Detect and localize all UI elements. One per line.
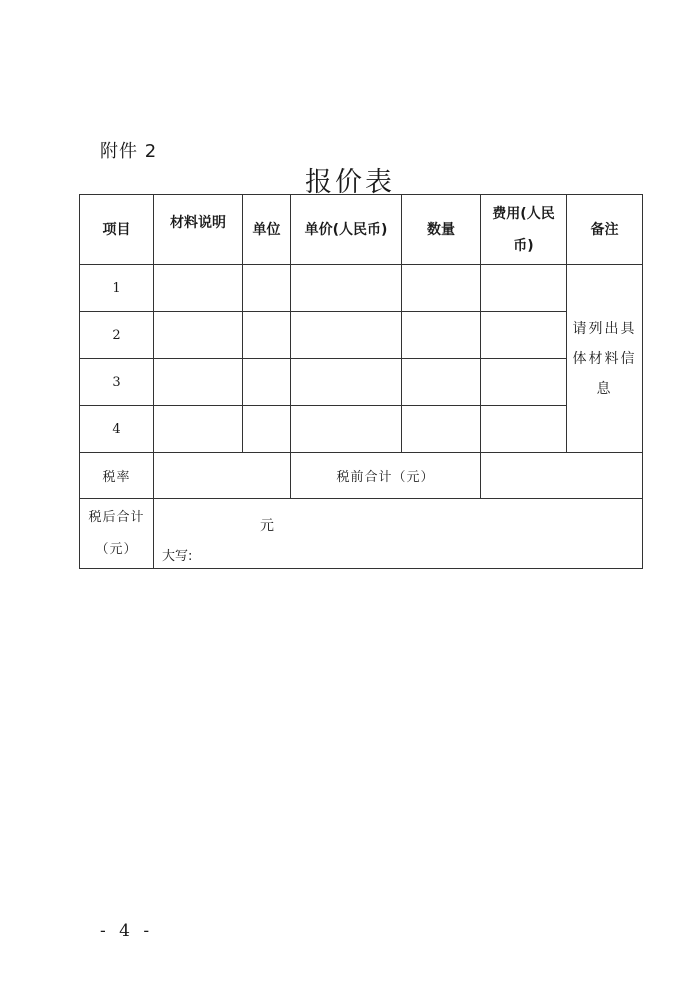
- row-number: 2: [80, 312, 154, 359]
- unit-price-cell: [291, 312, 402, 359]
- material-cell: [154, 359, 243, 406]
- tax-rate-value: [154, 453, 291, 499]
- quantity-cell: [402, 406, 481, 453]
- table-row: [80, 265, 643, 312]
- unit-price-cell: [291, 359, 402, 406]
- tax-row: [80, 453, 643, 499]
- column-header-unit: 单位: [243, 195, 291, 265]
- row-number: 3: [80, 359, 154, 406]
- column-header-unit-price: 单价(人民币): [291, 195, 402, 265]
- cost-cell: [481, 265, 567, 312]
- column-header-material: 材料说明: [154, 195, 243, 265]
- cost-cell: [481, 406, 567, 453]
- table-row: [80, 359, 643, 406]
- material-cell: [154, 406, 243, 453]
- page-number: - 4 -: [100, 921, 154, 941]
- unit-cell: [243, 265, 291, 312]
- unit-cell: [243, 312, 291, 359]
- pretax-total-value: [481, 453, 643, 499]
- aftertax-total-value: [154, 499, 643, 569]
- cost-cell: [481, 312, 567, 359]
- row-number: 1: [80, 265, 154, 312]
- table-row: [80, 312, 643, 359]
- remark-text: 请列出具体材料信息: [572, 320, 637, 397]
- aftertax-total-label: 税后合计（元）: [88, 509, 145, 557]
- column-header-cost: [481, 195, 567, 265]
- tax-rate-label: 税率: [80, 453, 154, 499]
- unit-cell: [243, 406, 291, 453]
- daxie-label: 大写:: [162, 549, 193, 564]
- unit-cell: [243, 359, 291, 406]
- table-header-row: [80, 195, 643, 265]
- total-row: [80, 499, 643, 569]
- material-cell: [154, 265, 243, 312]
- material-cell: [154, 312, 243, 359]
- column-header-cost-label: 费用(人民币): [492, 205, 555, 254]
- aftertax-total-label-cell: [80, 499, 154, 569]
- quantity-cell: [402, 312, 481, 359]
- column-header-remark: 备注: [567, 195, 643, 265]
- column-header-quantity: 数量: [402, 195, 481, 265]
- column-header-item: 项目: [80, 195, 154, 265]
- quantity-cell: [402, 265, 481, 312]
- pretax-total-label: 税前合计（元）: [291, 453, 481, 499]
- attachment-label: 附件 2: [100, 141, 158, 162]
- remark-cell: [567, 265, 643, 453]
- row-number: 4: [80, 406, 154, 453]
- page-title: 报价表: [305, 167, 395, 198]
- unit-price-cell: [291, 406, 402, 453]
- yuan-mark: 元: [260, 518, 274, 534]
- table-row: [80, 406, 643, 453]
- cost-cell: [481, 359, 567, 406]
- quote-table: [79, 194, 643, 569]
- unit-price-cell: [291, 265, 402, 312]
- quantity-cell: [402, 359, 481, 406]
